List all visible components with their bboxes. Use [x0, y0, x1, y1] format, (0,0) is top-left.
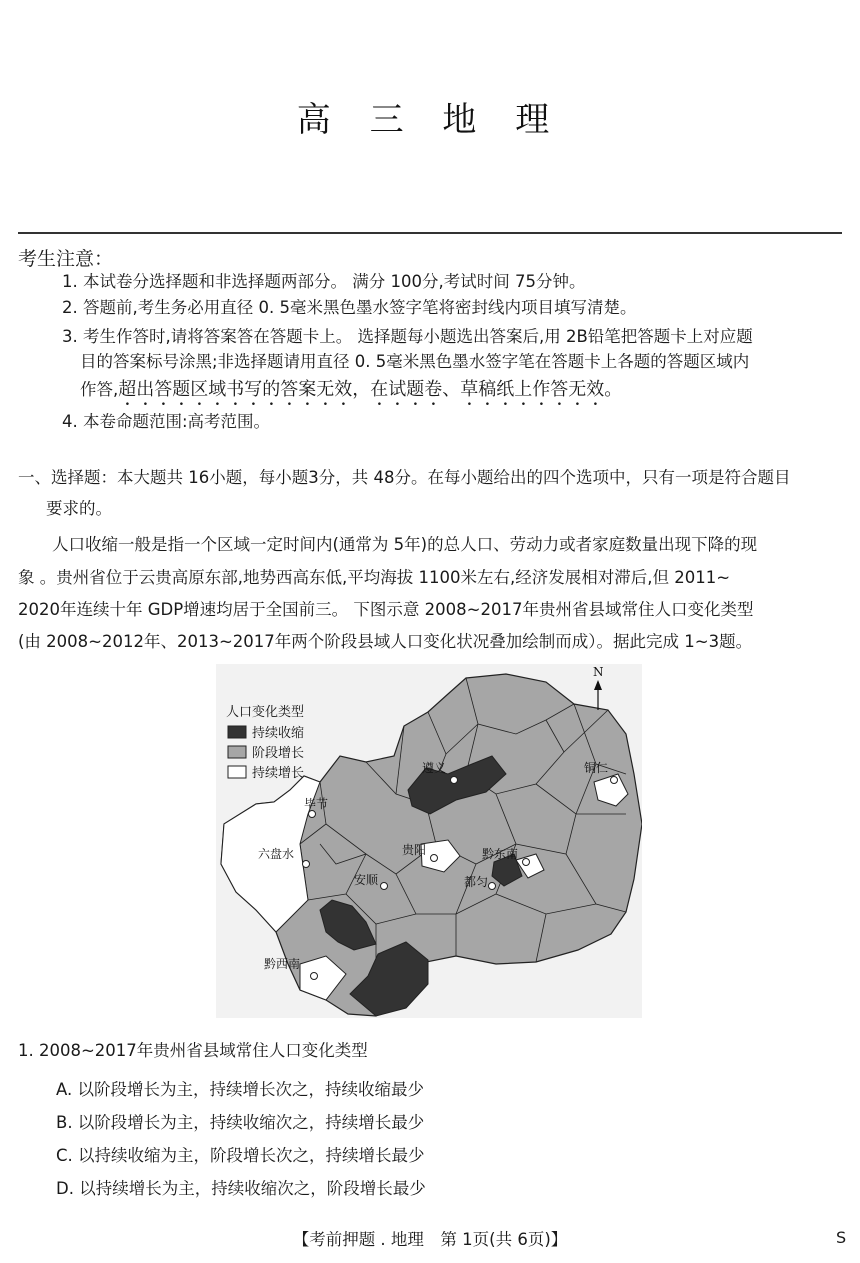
- legend-swatch-shrink: [228, 726, 246, 738]
- legend-swatch-growth: [228, 766, 246, 778]
- section-heading-line-2: 要求的。: [46, 499, 112, 518]
- city-label-qiandongnan: 黔东南: [482, 847, 519, 861]
- section-heading-line-1: 一、选择题：本大题共 16小题，每小题3分，共 48分。在每小题给出的四个选项中，只有一项是符合题目: [18, 468, 791, 487]
- page-title: 高 三 地 理: [296, 100, 564, 140]
- city-marker-anshun: [381, 883, 388, 890]
- city-marker-bijie: [309, 811, 316, 818]
- city-label-bijie: 毕节: [304, 797, 329, 811]
- legend-title: 人口变化类型: [226, 705, 305, 720]
- city-marker-liupanshui: [303, 861, 310, 868]
- legend-swatch-stage: [228, 746, 246, 758]
- notice-item-4: 4. 本卷命题范围:高考范围。: [62, 412, 271, 431]
- guizhou-population-map: [216, 664, 642, 1018]
- city-label-liupanshui: 六盘水: [258, 847, 295, 861]
- city-marker-tongren: [611, 777, 618, 784]
- notice-item-2: 2. 答题前,考生务必用直径 0. 5毫米黑色墨水签字笔将密封线内项目填写清楚。: [62, 298, 637, 317]
- legend-label-stage: 阶段增长: [252, 746, 305, 761]
- city-marker-zunyi: [451, 777, 458, 784]
- passage-line-3: 2020年连续十年 GDP增速均居于全国前三。 下图示意 2008~2017年贵州省县域常住人口变化类型: [18, 600, 754, 619]
- city-label-zunyi: 遵义: [422, 761, 447, 775]
- notice-item-3-line-2: 目的答案标号涂黑;非选择题请用直径 0. 5毫米黑色墨水签字笔在答题卡上各题的答题区域内: [80, 352, 750, 371]
- question-1-option-b[interactable]: B. 以阶段增长为主，持续收缩次之，持续增长最少: [56, 1113, 425, 1132]
- city-marker-guiyang: [431, 855, 438, 862]
- page-footer: 【考前押题 . 地理 第 1页(共 6页)】: [292, 1230, 568, 1249]
- question-1-option-d[interactable]: D. 以持续增长为主，持续收缩次之，阶段增长最少: [56, 1179, 426, 1198]
- city-marker-qiandongnan: [523, 859, 530, 866]
- notice-item-1: 1. 本试卷分选择题和非选择题两部分。 满分 100分,考试时间 75分钟。: [62, 272, 586, 291]
- city-label-qianxinan: 黔西南: [264, 957, 301, 971]
- city-label-guiyang: 贵阳: [402, 843, 427, 857]
- notice-heading: 考生注意：: [18, 248, 114, 270]
- city-label-duyun: 都匀: [464, 875, 489, 889]
- north-label: N: [593, 665, 604, 679]
- passage-line-1: 人口收缩一般是指一个区域一定时间内(通常为 5年)的总人口、劳动力或者家庭数量出现下降的现: [52, 535, 758, 554]
- city-marker-qianxinan: [311, 973, 318, 980]
- passage-line-4: (由 2008~2012年、2013~2017年两个阶段县域人口变化状况叠加绘制而成）。据此完成 1~3题。: [18, 632, 753, 651]
- header-divider: [18, 232, 842, 234]
- city-label-tongren: 铜仁: [584, 761, 609, 775]
- notice-item-3-line-1: 3. 考生作答时,请将答案答在答题卡上。 选择题每小题选出答案后,用 2B铅笔把答题卡上对应题: [62, 327, 753, 346]
- question-1-option-c[interactable]: C. 以持续收缩为主，阶段增长次之，持续增长最少: [56, 1146, 425, 1165]
- passage-line-2: 象 。贵州省位于云贵高原东部,地势西高东低,平均海拔 1100米左右,经济发展相对滞后,但 2011~: [18, 568, 731, 587]
- question-1-option-a[interactable]: A. 以阶段增长为主，持续增长次之，持续收缩最少: [56, 1080, 424, 1099]
- question-1-stem: 1. 2008~2017年贵州省县域常住人口变化类型: [18, 1041, 368, 1060]
- city-label-anshun: 安顺: [354, 873, 379, 887]
- legend-label-shrink: 持续收缩: [252, 726, 305, 741]
- notice-emphasis: 超出答题区域书写的答案无效，在试题卷、草稿纸上作答无效。: [118, 379, 623, 400]
- notice-item-3-line-3-prefix: 作答,: [80, 380, 119, 399]
- city-marker-duyun: [489, 883, 496, 890]
- corner-mark: S: [836, 1228, 847, 1247]
- notice-item-3-line-3: [80, 377, 622, 410]
- legend-label-growth: 持续增长: [252, 766, 305, 781]
